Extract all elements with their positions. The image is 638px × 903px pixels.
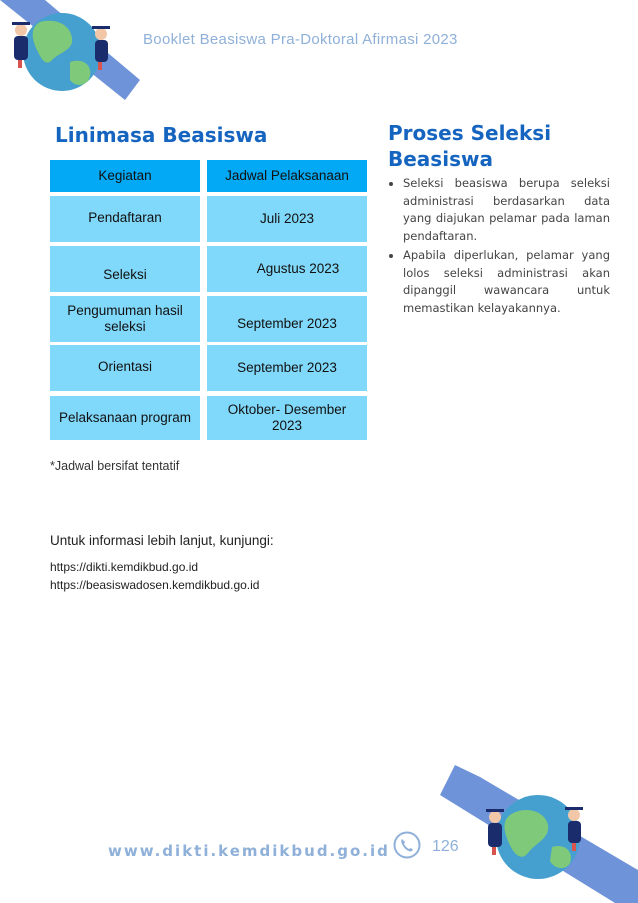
list-item: • Seleksi beasiswa berupa seleksi administrasi berdasarkan data yang diajukan pelamar pada laman pendaftaran. — [403, 175, 610, 245]
booklet-header-title: Booklet Beasiswa Pra-Doktoral Afirmasi 2023 — [143, 31, 458, 48]
table-row-activity: Pelaksanaan program — [50, 396, 200, 440]
column-header-schedule: Jadwal Pelaksanaan — [207, 160, 367, 192]
page-number: 126 — [432, 838, 459, 855]
selection-title: Proses Seleksi Beasiswa — [388, 121, 552, 171]
phone-icon — [393, 831, 421, 859]
footer-website: www.dikti.kemdikbud.go.id — [108, 842, 390, 860]
table-row-activity: Orientasi — [50, 345, 200, 391]
table-row-schedule: Juli 2023 — [207, 196, 367, 242]
link-beasiswadosen[interactable]: https://beasiswadosen.kemdikbud.go.id — [50, 578, 260, 592]
selection-bullets — [390, 175, 610, 319]
column-header-activity: Kegiatan — [50, 160, 200, 192]
table-row-activity: Pengumuman hasil seleksi — [50, 296, 200, 342]
table-row-schedule: September 2023 — [207, 345, 367, 391]
table-row-schedule: Agustus 2023 — [207, 246, 367, 292]
table-row-schedule: Oktober- Desember 2023 — [207, 396, 367, 440]
schedule-note: *Jadwal bersifat tentatif — [50, 459, 180, 473]
table-row-activity: Seleksi — [50, 246, 200, 292]
timeline-title: Linimasa Beasiswa — [55, 123, 268, 147]
table-row-activity: Pendaftaran — [50, 196, 200, 242]
graduation-globe-decoration — [440, 765, 638, 903]
info-text: Untuk informasi lebih lanjut, kunjungi: — [50, 533, 274, 548]
list-item: • Apabila diperlukan, pelamar yang lolos seleksi administrasi akan dipanggil wawancara untuk memastikan kelayakannya. — [403, 247, 610, 317]
link-dikti[interactable]: https://dikti.kemdikbud.go.id — [50, 560, 199, 574]
table-row-schedule: September 2023 — [207, 296, 367, 342]
graduation-globe-decoration — [0, 0, 140, 105]
